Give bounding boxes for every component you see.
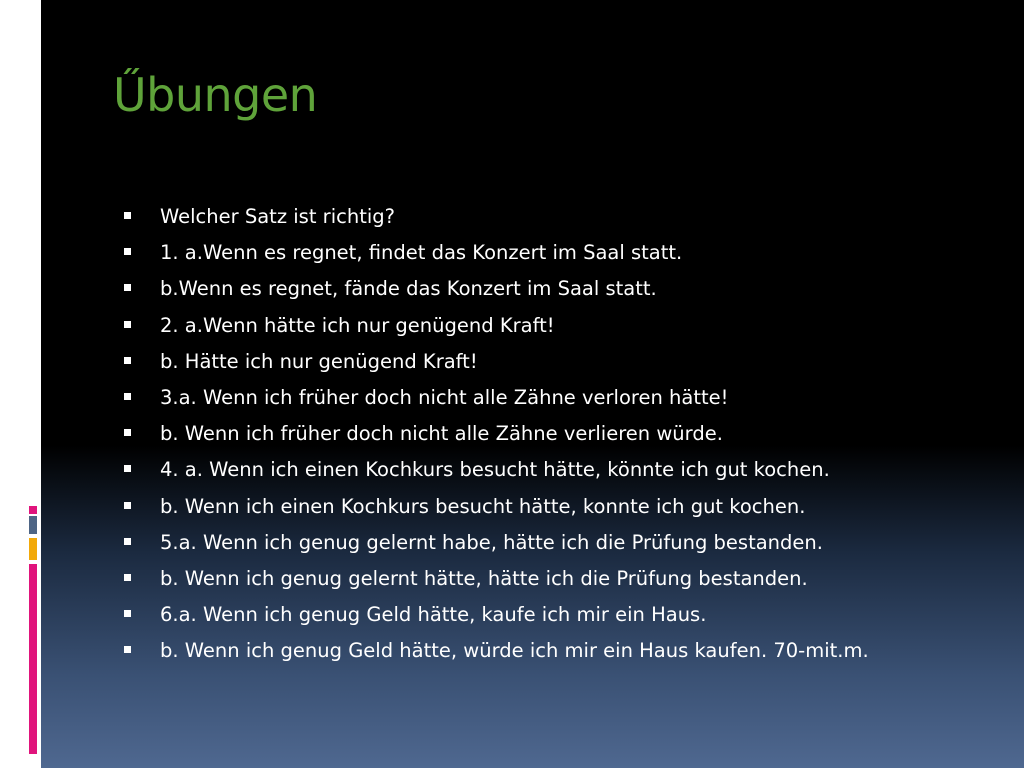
bullet-square-icon xyxy=(124,212,131,219)
bullet-square-icon xyxy=(124,538,131,545)
bullet-text: b.Wenn es regnet, fände das Konzert im Saal statt. xyxy=(160,277,657,301)
bullet-text: 4. a. Wenn ich einen Kochkurs besucht hätte, könnte ich gut kochen. xyxy=(160,458,830,482)
bullet-text: b. Wenn ich einen Kochkurs besucht hätte, konnte ich gut kochen. xyxy=(160,494,806,518)
bullet-square-icon xyxy=(124,321,131,328)
bullet-square-icon xyxy=(124,502,131,509)
deco-stripe-pink-top xyxy=(29,506,37,514)
bullet-item xyxy=(118,381,998,417)
bullet-item xyxy=(118,598,998,634)
bullet-square-icon xyxy=(124,393,131,400)
bullet-text: b. Wenn ich genug Geld hätte, würde ich mir ein Haus kaufen. 70-mit.m. xyxy=(160,639,869,663)
bullet-square-icon xyxy=(124,610,131,617)
bullet-square-icon xyxy=(124,357,131,364)
deco-stripe-slate xyxy=(29,516,37,534)
bullet-text: Welcher Satz ist richtig? xyxy=(160,205,395,228)
bullet-item xyxy=(118,345,998,381)
bullet-square-icon xyxy=(124,465,131,472)
deco-stripe-orange xyxy=(29,538,37,560)
bullet-text: b. Wenn ich früher doch nicht alle Zähne verlieren würde. xyxy=(160,422,723,446)
bullet-text: 2. a.Wenn hätte ich nur genügend Kraft! xyxy=(160,313,555,337)
deco-stripe-pink-long xyxy=(29,564,37,754)
bullet-text: 6.a. Wenn ich genug Geld hätte, kaufe ich mir ein Haus. xyxy=(160,603,707,627)
bullet-item xyxy=(118,562,998,598)
bullet-item xyxy=(118,309,998,345)
bullet-item xyxy=(118,236,998,272)
bullet-item xyxy=(118,200,998,236)
bullet-item xyxy=(118,272,998,308)
bullet-text: b. Hätte ich nur genügend Kraft! xyxy=(160,349,478,373)
bullet-square-icon xyxy=(124,284,131,291)
bullet-square-icon xyxy=(124,574,131,581)
bullet-list xyxy=(118,200,998,670)
bullet-square-icon xyxy=(124,429,131,436)
bullet-text: b. Wenn ich genug gelernt hätte, hätte ich die Prüfung bestanden. xyxy=(160,566,808,590)
bullet-square-icon xyxy=(124,248,131,255)
bullet-square-icon xyxy=(124,646,131,653)
bullet-text: 1. a.Wenn es regnet, findet das Konzert im Saal statt. xyxy=(160,241,683,265)
bullet-text: 5.a. Wenn ich genug gelernt habe, hätte ich die Prüfung bestanden. xyxy=(160,530,823,554)
bullet-text: 3.a. Wenn ich früher doch nicht alle Zähne verloren hätte! xyxy=(160,385,729,409)
slide-title: Űbungen xyxy=(113,68,318,122)
bullet-item xyxy=(118,634,998,670)
bullet-item xyxy=(118,490,998,526)
bullet-item xyxy=(118,417,998,453)
bullet-item xyxy=(118,453,998,489)
bullet-item xyxy=(118,526,998,562)
